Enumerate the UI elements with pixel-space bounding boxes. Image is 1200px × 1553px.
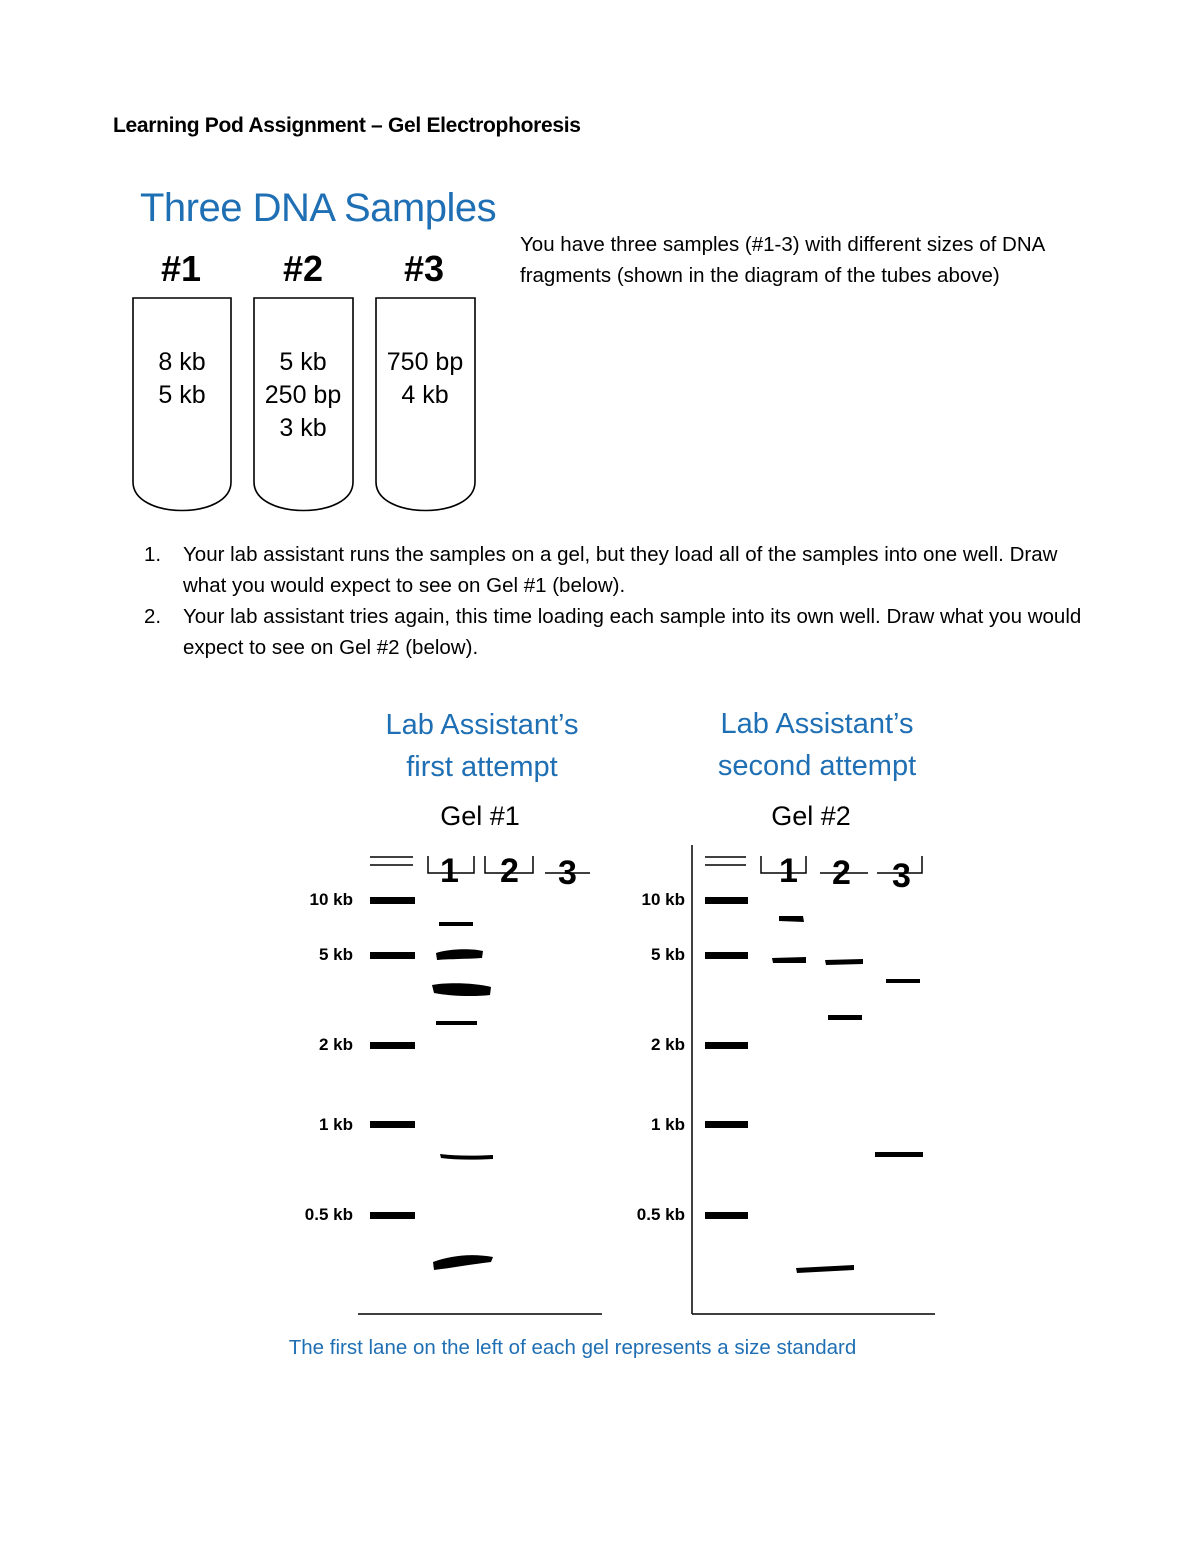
tube-2-fragment: 250 bp xyxy=(264,381,342,409)
tube-3-fragment: 750 bp xyxy=(386,348,464,376)
gel-2-band xyxy=(779,916,804,922)
gel-1 xyxy=(358,852,602,1314)
gel-2-lane-mark: 1 xyxy=(779,852,798,890)
gel-2-lane-mark: 3 xyxy=(892,857,911,895)
page-heading: Learning Pod Assignment – Gel Electrophoresis xyxy=(113,114,581,137)
gel-1-ladder-band xyxy=(370,1212,415,1219)
gel-2-wells xyxy=(705,856,922,873)
gel-1-lane-mark: 3 xyxy=(558,854,577,892)
gel-2-ladder-band xyxy=(705,1042,748,1049)
gel-2-ladder-band xyxy=(705,952,748,959)
intro-text: You have three samples (#1-3) with different sizes of DNA fragments (shown in the diagram of the tubes above) xyxy=(520,233,1045,287)
gel-1-band xyxy=(439,922,473,926)
gel-2-title: Gel #2 xyxy=(771,801,851,831)
tube-3-fragment: 4 kb xyxy=(401,381,449,409)
gel-2-band xyxy=(828,1015,862,1020)
question-number: 1. xyxy=(144,543,162,566)
gel-1-band xyxy=(436,949,483,960)
tube-2-fragment: 5 kb xyxy=(279,348,327,376)
gel-1-title: Gel #1 xyxy=(440,801,520,831)
gel-2-ladder-band xyxy=(705,1121,748,1128)
gel-1-marker-label: 1 kb xyxy=(318,1115,353,1134)
gel-1-band xyxy=(432,983,491,996)
tube-1-label: #1 xyxy=(160,248,202,289)
gel-2-band xyxy=(796,1265,854,1273)
gel-2-marker-label: 0.5 kb xyxy=(636,1205,685,1224)
gel-1-marker-label: 0.5 kb xyxy=(304,1205,353,1224)
gel-2 xyxy=(692,845,935,1314)
gel-2-marker-label: 1 kb xyxy=(650,1115,685,1134)
gel-2-ladder-band xyxy=(705,897,748,904)
gel-2-lane-mark: 2 xyxy=(832,854,851,892)
tube-2-label: #2 xyxy=(282,248,324,289)
question-text: Your lab assistant runs the samples on a gel, but they load all of the samples into one well. Draw what you would expect to see on Gel #1 (below). xyxy=(183,543,1058,597)
question-number: 2. xyxy=(144,605,162,628)
gel-1-lane-mark: 1 xyxy=(440,852,459,890)
gel-2-marker-label: 2 kb xyxy=(650,1035,685,1054)
gel-1-band xyxy=(433,1255,493,1270)
tube-3-label: #3 xyxy=(403,248,445,289)
gel-1-caption-line: first attempt xyxy=(406,751,558,783)
tube-1-fragment: 8 kb xyxy=(158,348,206,376)
samples-title: Three DNA Samples xyxy=(140,186,497,230)
gel-1-wells xyxy=(370,856,590,873)
gel-1-ladder xyxy=(370,897,415,1219)
gel-2-marker-label: 10 kb xyxy=(641,890,685,909)
gel-2-band xyxy=(825,959,863,965)
gel-1-band xyxy=(440,1154,493,1160)
gel-1-caption-line: Lab Assistant’s xyxy=(385,709,579,741)
footer-note: The first lane on the left of each gel represents a size standard xyxy=(288,1336,857,1359)
gel-2-band xyxy=(886,979,920,983)
gel-2-sample-bands xyxy=(772,916,923,1273)
gel-1-ladder-band xyxy=(370,1121,415,1128)
gel-2-band xyxy=(772,957,806,963)
gel-1-band xyxy=(436,1021,477,1025)
question-text: Your lab assistant tries again, this time loading each sample into its own well. Draw what you would expect to see on Gel #2 (below). xyxy=(183,605,1082,659)
gel-1-lane-marks xyxy=(440,852,577,892)
gel-2-ladder-band xyxy=(705,1212,748,1219)
gel-1-sample-bands xyxy=(432,922,493,1270)
gel-2-band xyxy=(875,1152,923,1157)
gel-2-caption-line: second attempt xyxy=(717,750,917,782)
gel-2-marker-label: 5 kb xyxy=(650,945,685,964)
gel-1-ladder-band xyxy=(370,952,415,959)
gel-1-marker-label: 2 kb xyxy=(318,1035,353,1054)
gel-1-marker-label: 5 kb xyxy=(318,945,353,964)
gel-1-ladder-band xyxy=(370,897,415,904)
tube-2-fragment: 3 kb xyxy=(279,414,327,442)
gel-1-lane-mark: 2 xyxy=(500,852,519,890)
gel-1-marker-label: 10 kb xyxy=(309,890,353,909)
gel-2-caption-line: Lab Assistant’s xyxy=(720,708,914,740)
tube-1-fragment: 5 kb xyxy=(158,381,206,409)
gel-2-ladder xyxy=(705,897,748,1219)
gel-1-ladder-band xyxy=(370,1042,415,1049)
